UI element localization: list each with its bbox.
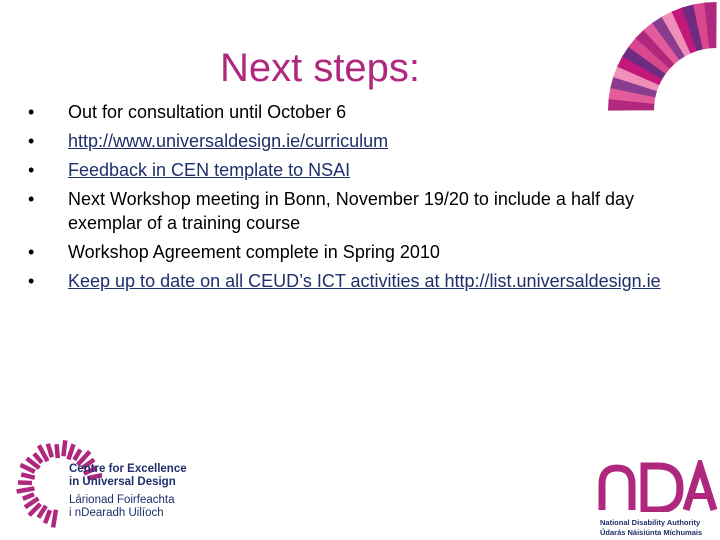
ceud-ray xyxy=(20,465,34,472)
ceud-logo xyxy=(12,432,202,532)
ceud-ray xyxy=(68,444,73,459)
bullet-dot: • xyxy=(28,242,35,262)
ict-activities-link[interactable]: Keep up to date on all CEUD’s ICT activities at http://list.universaldesign.ie xyxy=(68,271,661,291)
bullet-item xyxy=(24,100,684,124)
ceud-ray xyxy=(21,474,35,477)
ceud-ray xyxy=(17,488,35,491)
ceud-ray xyxy=(48,444,52,457)
nda-name-ga: Údarás Náisiúnta Míchumais xyxy=(600,528,703,537)
bullet-text: Out for consultation until October 6 xyxy=(68,102,347,122)
bullet-item xyxy=(24,240,684,264)
ceud-ray xyxy=(63,440,65,456)
bullet-text: Next Workshop meeting in Bonn, November 19/20 to include a half day exemplar of a training course xyxy=(68,189,634,233)
bullet-text: Workshop Agreement complete in Spring 2010 xyxy=(68,242,440,262)
bullet-dot: • xyxy=(28,131,35,151)
ceud-ray xyxy=(57,444,58,458)
bullet-dot: • xyxy=(28,271,35,291)
cen-template-link[interactable]: Feedback in CEN template to NSAI xyxy=(68,160,351,180)
slide-title: Next steps: xyxy=(219,46,421,90)
ceud-ray xyxy=(45,510,50,523)
ceud-ray xyxy=(34,454,42,463)
ceud-ray xyxy=(23,494,34,498)
ceud-name-ga-1: Lárionad Foirfeachta xyxy=(69,494,175,506)
nda-name-en: National Disability Authority xyxy=(600,518,701,527)
bullet-item xyxy=(24,269,684,293)
bullet-item xyxy=(24,158,684,182)
bullet-item xyxy=(24,129,684,153)
ceud-ray xyxy=(53,510,56,528)
bullet-dot: • xyxy=(28,189,35,209)
nda-wordmark-icon xyxy=(598,460,718,512)
sunburst-decoration xyxy=(606,0,720,114)
ceud-name-ga-2: i nDearadh Uilíoch xyxy=(69,507,164,519)
bullet-list xyxy=(24,100,684,298)
curriculum-link[interactable]: http://www.universaldesign.ie/curriculum xyxy=(68,131,389,151)
bullet-dot: • xyxy=(28,102,35,122)
nda-logo xyxy=(596,460,720,540)
ceud-ray xyxy=(74,450,80,460)
ceud-name-en-2: in Universal Design xyxy=(69,476,176,488)
ceud-name-en-1: Centre for Excellence xyxy=(69,463,187,475)
bullet-item xyxy=(24,187,684,235)
bullet-dot: • xyxy=(28,160,35,180)
